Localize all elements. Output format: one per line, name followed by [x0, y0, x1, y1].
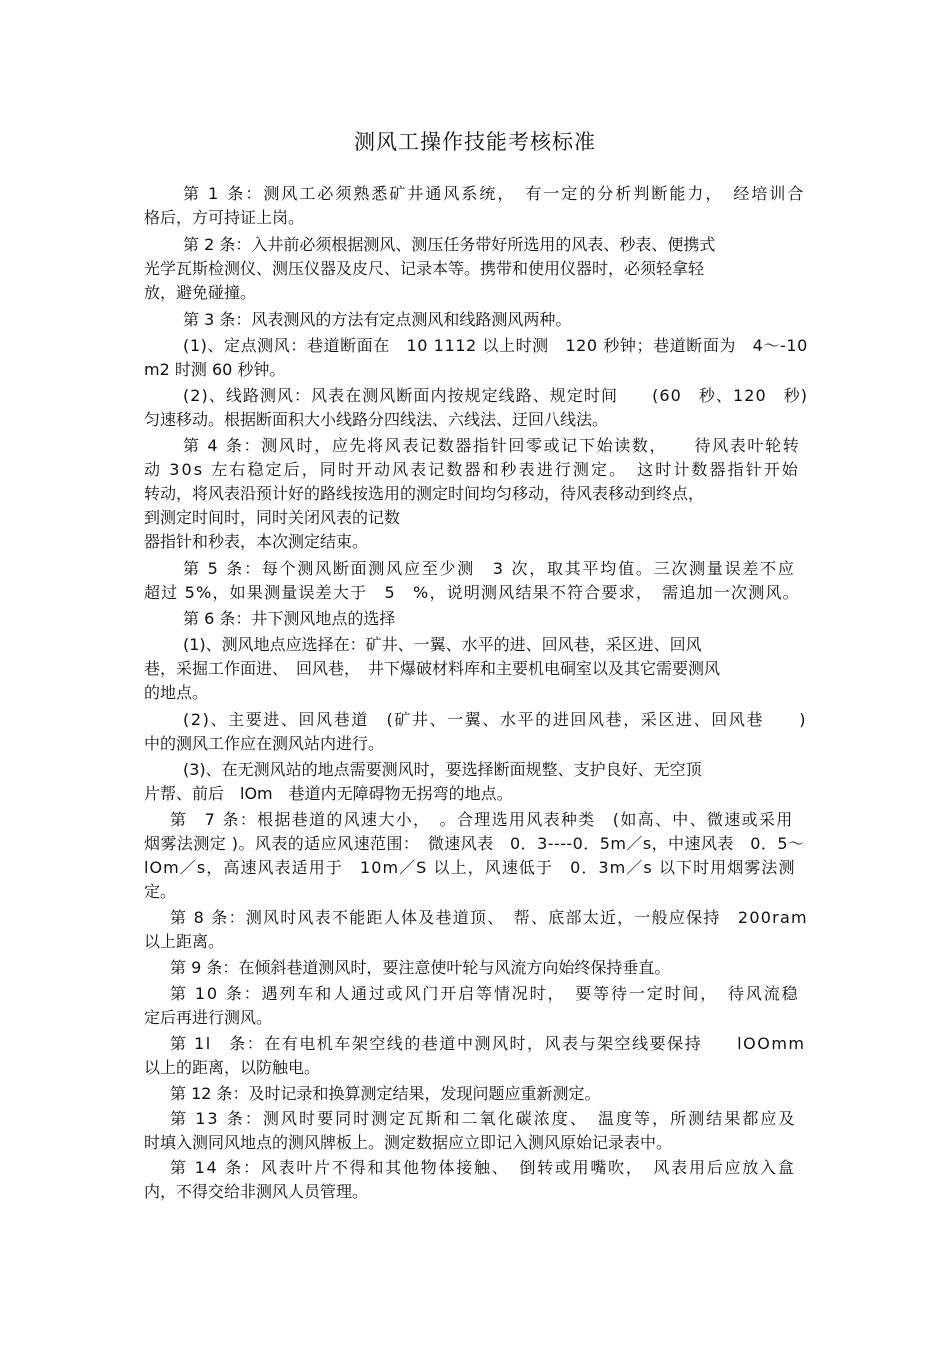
- text-line: 以上的距离，以防触电。: [144, 1058, 321, 1077]
- text-line: (1)、定点测风：巷道断面在 10 1112 以上时测 120 秒钟；巷道断面为 4～-10: [183, 336, 808, 355]
- text-line: 第 12 条：及时记录和换算测定结果，发现问题应重新测定。: [170, 1084, 601, 1103]
- text-line: 第 6 条：井下测风地点的选择: [183, 609, 396, 628]
- text-line: 到测定时间时，同时关闭风表的记数: [144, 508, 401, 527]
- text-line: (2)、线路测风：风表在测风断面内按规定线路、规定时间 (60 秒、120 秒): [183, 386, 809, 405]
- text-line: 动 30s 左右稳定后，同时开动风表记数器和秒表进行测定。 这时计数器指针开始: [144, 460, 800, 479]
- text-line: 光学瓦斯检测仪、测压仪器及皮尺、记录本等。携带和使用仪器时，必须轻拿轻: [144, 259, 705, 278]
- text-line: 第 1l 条：在有电机车架空线的巷道中测风时，风表与架空线要保持 lOOmm: [170, 1034, 806, 1053]
- text-line: 放，避免碰撞。: [144, 283, 257, 302]
- text-line: 第 13 条：测风时要同时测定瓦斯和二氧化碳浓度、 温度等，所测结果都应及: [170, 1109, 797, 1128]
- text-line: 第 9 条：在倾斜巷道测风时，要注意使叶轮与风流方向始终保持垂直。: [170, 958, 671, 977]
- text-line: 的地点。: [144, 683, 209, 702]
- text-line: 格后，方可持证上岗。: [144, 208, 305, 227]
- text-line: 第 3 条：风表测风的方法有定点测风和线路测风两种。: [183, 310, 572, 329]
- text-line: 中的测风工作应在测风站内进行。: [144, 734, 385, 753]
- text-line: 定后再进行测风。: [144, 1008, 273, 1027]
- text-line: 第 5 条：每个测风断面测风应至少测 3 次，取其平均值。三次测量误差不应: [183, 559, 796, 578]
- text-line: m2 时测 60 秒钟。: [144, 360, 286, 379]
- text-line: 第 10 条：遇列车和人通过或风门开启等情况时， 要等待一定时间， 待风流稳: [170, 984, 800, 1003]
- text-line: (3)、在无测风站的地点需要测风时，要选择断面规整、支护良好、无空顶: [183, 760, 702, 779]
- text-line: 第 8 条：测风时风表不能距人体及巷道顶、 帮、底部太近，一般应保持 200ram: [170, 908, 808, 927]
- text-line: 内，不得交给非测风人员管理。: [144, 1182, 369, 1201]
- text-line: 第 4 条：测风时，应先将风表记数器指针回零或记下始读数， 待风表叶轮转: [183, 436, 801, 455]
- text-line: 烟雾法测定 )。风表的适应风速范围： 微速风表 0．3----0．5m／s，中速风表 0．5～: [144, 834, 805, 853]
- document-title: 测风工操作技能考核标准: [354, 130, 596, 154]
- text-line: 片帮、前后 lOm 巷道内无障碍物无拐弯的地点。: [144, 784, 513, 803]
- text-line: 第 2 条：入井前必须根据测风、测压任务带好所选用的风表、秒表、便携式: [183, 235, 716, 254]
- text-line: 第 14 条：风表叶片不得和其他物体接触、 倒转或用嘴吹， 风表用后应放入盒: [170, 1158, 796, 1177]
- text-line: 以上距离。: [144, 932, 225, 951]
- text-line: 第 7 条：根据巷道的风速大小， 。合理选用风表种类 (如高、中、微速或采用: [170, 810, 794, 829]
- text-line: (2)、主要进、回风巷道 (矿井、一翼、水平的进回风巷，采区进、回风巷 ): [183, 710, 808, 729]
- text-line: (1)、测风地点应选择在：矿井、一翼、水平的进、回风巷，采区进、回风: [183, 635, 702, 654]
- text-line: 匀速移动。根据断面积大小线路分四线法、六线法、迂回八线法。: [144, 410, 609, 429]
- text-line: 器指针和秒表，本次测定结束。: [144, 532, 369, 551]
- text-line: 巷，采掘工作面进、 回风巷， 井下爆破材料库和主要机电硐室以及其它需要测风: [144, 659, 721, 678]
- text-line: 时填入测同风地点的测风牌板上。测定数据应立即记入测风原始记录表中。: [144, 1133, 673, 1152]
- text-line: 转动，将风表沿预计好的路线按选用的测定时间均匀移动，待风表移动到终点，: [144, 484, 705, 503]
- text-line: 定。: [144, 882, 177, 901]
- text-line: 超过 5%，如果测量误差大于 5 %，说明测风结果不符合要求， 需追加一次测风。: [144, 583, 800, 602]
- text-line: lOm／s，高速风表适用于 10m／S 以上，风速低于 0．3m／s 以下时用烟雾法测: [144, 858, 796, 877]
- text-line: 第 1 条：测风工必须熟悉矿井通风系统， 有一定的分析判断能力， 经培训合: [183, 184, 806, 203]
